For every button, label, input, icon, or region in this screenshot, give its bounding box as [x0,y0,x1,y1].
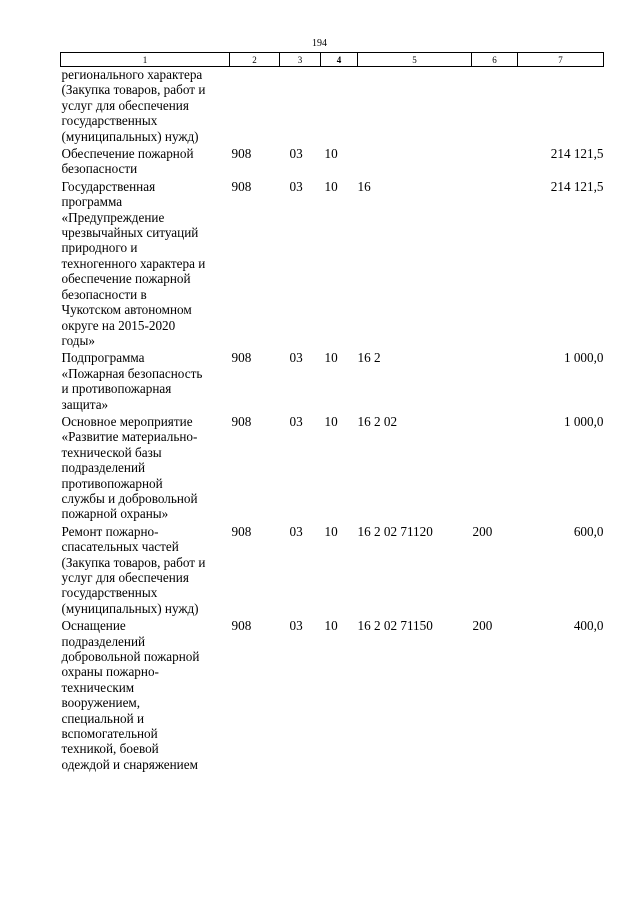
row-subsection-code [321,67,358,147]
row-name-line: услуг для обеспечения [61,97,189,113]
row-name-line: вооружением, [61,695,141,711]
row-admin-code: 908 [231,618,252,634]
row-name-line: противопожарной [61,475,163,491]
row-name-line: Ремонт пожарно- [61,523,159,539]
header-col-3: 3 [280,53,321,67]
row-expense-type [472,146,518,179]
row-section-code: 03 [289,413,303,429]
row-name-line: округе на 2015-2020 [61,317,176,333]
row-section-code: 03 [289,350,303,366]
table-row [61,618,604,774]
row-name-line: природного и [61,240,138,256]
row-name-line: (Закупка товаров, работ и [61,82,206,98]
row-name [61,618,230,774]
row-amount: 214 121,5 [550,178,604,194]
row-subsection-code: 10 [324,413,338,429]
row-name-line: услуг для обеспечения [61,570,189,585]
table-header-row [61,53,604,67]
row-target-code: 16 [357,178,371,194]
row-target-code: 16 2 [357,350,381,366]
row-amount: 1 000,0 [563,413,604,429]
row-admin-code: 908 [231,178,252,194]
row-section-code [280,67,321,147]
row-name [61,414,230,524]
row-name-line: государственных [61,113,158,129]
row-expense-type: 200 [472,618,493,634]
table-row [61,179,604,350]
row-amount: 400,0 [573,618,604,634]
row-expense-type: 200 [472,523,493,539]
row-expense-type [472,179,518,350]
row-name-line: защита» [61,396,109,412]
table-row [61,146,604,179]
row-name-line: программа [61,194,123,210]
row-section-code: 03 [289,523,303,539]
row-name-line: пожарной охраны» [61,506,169,522]
row-name-line: (муниципальных) нужд) [61,128,199,144]
row-target-code [358,67,472,147]
row-name-line: регионального характера [61,67,203,82]
row-expense-type [472,350,518,414]
row-name-line: безопасности в [61,286,147,302]
row-name-line: одеждой и снаряжением [61,756,198,772]
row-admin-code: 908 [231,146,252,162]
row-subsection-code: 10 [324,146,338,162]
row-name-line: спасательных частей [61,539,179,555]
row-expense-type [472,414,518,524]
row-admin-code: 908 [231,350,252,366]
row-name-line: Обеспечение пожарной [61,146,194,162]
row-name [61,524,230,618]
row-subsection-code: 10 [324,618,338,634]
row-subsection-code: 10 [324,523,338,539]
row-name-line: обеспечение пожарной [61,271,191,287]
row-amount: 1 000,0 [563,350,604,366]
row-name-line: технической базы [61,444,162,460]
page-number: 194 [312,38,327,49]
row-name-line: подразделений [61,633,146,649]
header-col-6: 6 [472,53,518,67]
row-target-code: 16 2 02 71150 [357,618,433,634]
row-name-line: техногенного характера и [61,255,206,271]
row-subsection-code: 10 [324,350,338,366]
header-col-1: 1 [61,53,230,67]
row-name [61,146,230,179]
row-target-code [358,146,472,179]
table-row [61,350,604,414]
row-name-line: государственных [61,585,158,601]
row-section-code: 03 [289,618,303,634]
row-name-line: безопасности [61,161,138,177]
header-col-5: 5 [358,53,472,67]
row-name-line: техникой, боевой [61,741,159,757]
row-admin-code: 908 [231,523,252,539]
row-target-code: 16 2 02 [357,413,398,429]
budget-table [60,52,604,774]
row-admin-code: 908 [231,413,252,429]
row-name-line: охраны пожарно- [61,664,159,680]
row-section-code: 03 [289,178,303,194]
row-admin-code [230,67,280,147]
row-name-line: вспомогательной [61,726,158,742]
row-name-line: специальной и [61,710,145,726]
row-name-line: «Предупреждение [61,209,165,225]
table-row [61,67,604,147]
table-row [61,524,604,618]
row-name [61,350,230,414]
row-name [61,67,230,147]
row-name [61,179,230,350]
row-expense-type [472,67,518,147]
row-name-line: Оснащение [61,618,126,634]
row-name-line: Чукотском автономном [61,302,192,318]
row-name-line: (муниципальных) нужд) [61,600,199,616]
row-name-line: чрезвычайных ситуаций [61,225,199,241]
row-target-code: 16 2 02 71120 [357,523,433,539]
row-amount: 600,0 [573,523,604,539]
row-name-line: «Пожарная безопасность [61,365,203,381]
row-name-line: подразделений [61,460,146,476]
header-col-4: 4 [321,53,358,67]
table-row [61,414,604,524]
row-amount: 214 121,5 [550,146,604,162]
row-name-line: Подпрограмма [61,350,145,366]
row-name-line: службы и добровольной [61,490,198,506]
row-name-line: добровольной пожарной [61,649,200,665]
row-name-line: Основное мероприятие [61,413,193,429]
header-col-7: 7 [518,53,604,67]
header-col-2: 2 [230,53,280,67]
row-name-line: годы» [61,332,95,348]
row-subsection-code: 10 [324,178,338,194]
row-amount [518,67,604,147]
row-name-line: Государственная [61,178,156,194]
row-section-code: 03 [289,146,303,162]
row-name-line: «Развитие материально- [61,429,198,445]
row-name-line: техническим [61,679,135,695]
row-name-line: (Закупка товаров, работ и [61,554,206,570]
row-name-line: и противопожарная [61,381,172,397]
